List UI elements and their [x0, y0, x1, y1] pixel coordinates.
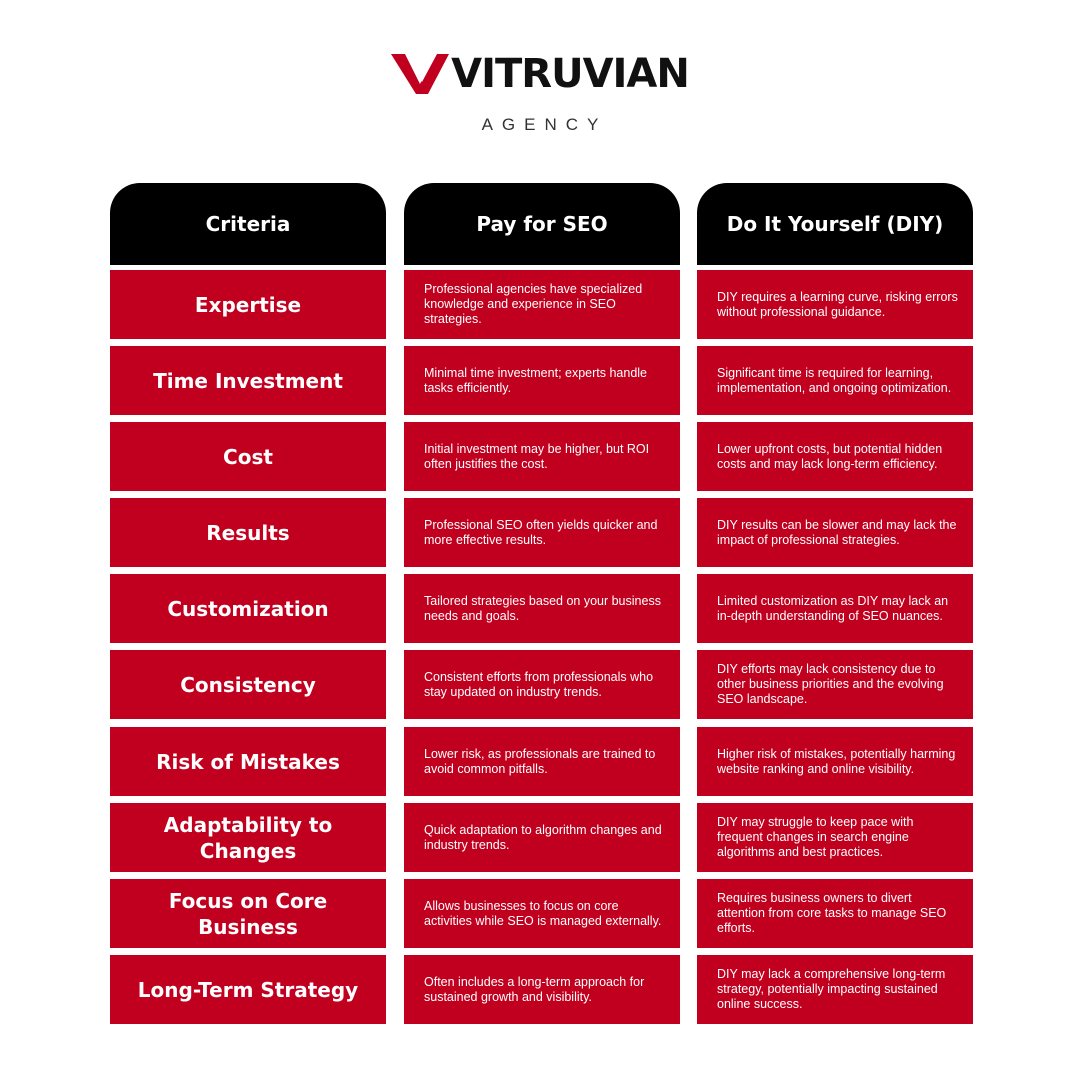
pay-cell: Often includes a long-term approach for sustained growth and visibility. [404, 955, 680, 1024]
diy-cell: DIY may struggle to keep pace with frequent changes in search engine algorithms and best practices. [697, 803, 973, 872]
pay-cell: Quick adaptation to algorithm changes and industry trends. [404, 803, 680, 872]
criteria-cell: Long-Term Strategy [110, 955, 386, 1024]
pay-cell: Consistent efforts from professionals who stay updated on industry trends. [404, 650, 680, 719]
criteria-cell: Expertise [110, 270, 386, 339]
diy-cell: DIY efforts may lack consistency due to other business priorities and the evolving SEO landscape. [697, 650, 973, 719]
pay-for-seo-header: Pay for SEO [404, 183, 680, 265]
diy-cell: Significant time is required for learning, implementation, and ongoing optimization. [697, 346, 973, 415]
diy-cell: DIY requires a learning curve, risking errors without professional guidance. [697, 270, 973, 339]
pay-cell: Minimal time investment; experts handle tasks efficiently. [404, 346, 680, 415]
criteria-cell: Customization [110, 574, 386, 643]
pay-cell: Professional SEO often yields quicker and more effective results. [404, 498, 680, 567]
criteria-cell: Time Investment [110, 346, 386, 415]
criteria-header: Criteria [110, 183, 386, 265]
diy-cell: Limited customization as DIY may lack an in-depth understanding of SEO nuances. [697, 574, 973, 643]
criteria-cell: Cost [110, 422, 386, 491]
diy-header: Do It Yourself (DIY) [697, 183, 973, 265]
criteria-cell: Adaptability to Changes [110, 803, 386, 872]
diy-cell: DIY may lack a comprehensive long-term strategy, potentially impacting sustained online success. [697, 955, 973, 1024]
pay-cell: Lower risk, as professionals are trained to avoid common pitfalls. [404, 727, 680, 796]
pay-cell: Allows businesses to focus on core activities while SEO is managed externally. [404, 879, 680, 948]
brand-logo [0, 52, 1080, 135]
pay-cell: Initial investment may be higher, but ROI often justifies the cost. [404, 422, 680, 491]
criteria-cell: Focus on Core Business [110, 879, 386, 948]
pay-cell: Tailored strategies based on your business needs and goals. [404, 574, 680, 643]
diy-cell: Requires business owners to divert attention from core tasks to manage SEO efforts. [697, 879, 973, 948]
diy-cell: Higher risk of mistakes, potentially harming website ranking and online visibility. [697, 727, 973, 796]
brand-name: VITRUVIAN [451, 51, 689, 97]
criteria-cell: Results [110, 498, 386, 567]
pay-cell: Professional agencies have specialized knowledge and experience in SEO strategies. [404, 270, 680, 339]
diy-cell: Lower upfront costs, but potential hidden costs and may lack long-term efficiency. [697, 422, 973, 491]
criteria-cell: Risk of Mistakes [110, 727, 386, 796]
logo-row [391, 52, 689, 96]
criteria-cell: Consistency [110, 650, 386, 719]
diy-cell: DIY results can be slower and may lack the impact of professional strategies. [697, 498, 973, 567]
brand-subtitle: AGENCY [481, 115, 608, 134]
vitruvian-v-mark-icon [391, 52, 449, 96]
